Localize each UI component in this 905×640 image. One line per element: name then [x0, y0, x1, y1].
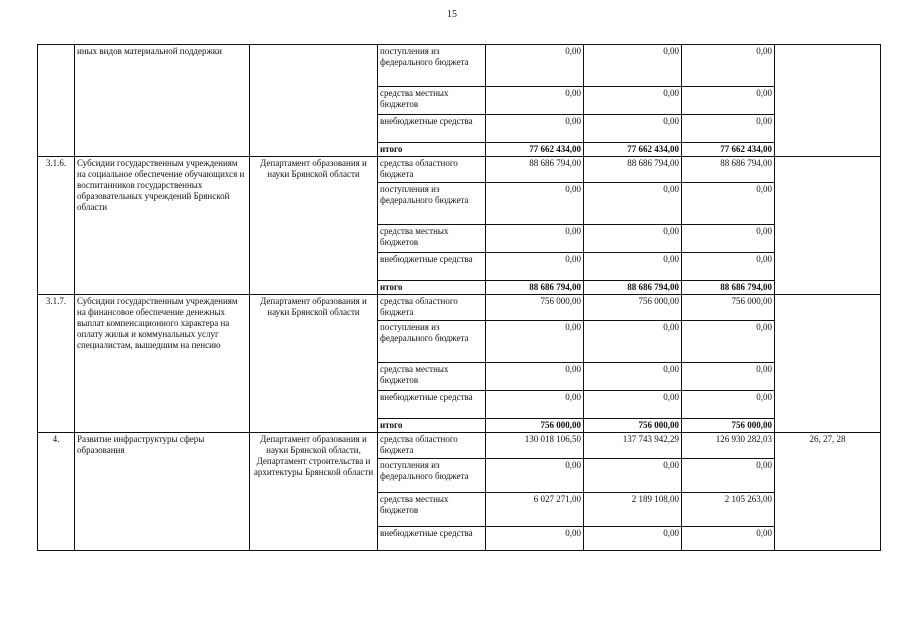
amount-year-3: 0,00	[682, 459, 775, 493]
amount-year-2: 0,00	[584, 527, 682, 551]
funding-source-cell: внебюджетные средства	[378, 115, 486, 143]
indicator-refs-cell	[775, 157, 881, 295]
table-row	[38, 157, 881, 183]
amount-year-1: 77 662 434,00	[486, 143, 584, 157]
executor-cell: Департамент образования и науки Брянской области	[250, 295, 378, 433]
amount-year-1: 0,00	[486, 253, 584, 281]
amount-year-1: 0,00	[486, 363, 584, 391]
item-name: Субсидии государственным учреждениям на финансовое обеспечение денежных выплат компенсационного характера на оплату жилья и коммунальных услуг специалистам, вышедшим на пенсию	[75, 295, 250, 433]
funding-source-cell: итого	[378, 419, 486, 433]
funding-source-cell: внебюджетные средства	[378, 253, 486, 281]
amount-year-3: 0,00	[682, 45, 775, 87]
amount-year-2: 0,00	[584, 225, 682, 253]
indicator-refs-cell	[775, 45, 881, 157]
amount-year-1: 88 686 794,00	[486, 157, 584, 183]
item-number: 4.	[38, 433, 75, 551]
funding-source-cell: средства местных бюджетов	[378, 225, 486, 253]
funding-source-cell: средства местных бюджетов	[378, 87, 486, 115]
amount-year-3: 88 686 794,00	[682, 157, 775, 183]
amount-year-3: 126 930 282,03	[682, 433, 775, 459]
amount-year-1: 0,00	[486, 391, 584, 419]
page-number: 15	[447, 9, 457, 20]
amount-year-3: 2 105 263,00	[682, 493, 775, 527]
amount-year-3: 0,00	[682, 253, 775, 281]
amount-year-2: 88 686 794,00	[584, 157, 682, 183]
table-row	[38, 295, 881, 321]
amount-year-1: 6 027 271,00	[486, 493, 584, 527]
funding-source-cell: поступления из федерального бюджета	[378, 45, 486, 87]
item-number: 3.1.7.	[38, 295, 75, 433]
funding-source-cell: внебюджетные средства	[378, 527, 486, 551]
amount-year-3: 77 662 434,00	[682, 143, 775, 157]
budget-table	[37, 44, 881, 551]
amount-year-2: 137 743 942,29	[584, 433, 682, 459]
amount-year-2: 0,00	[584, 183, 682, 225]
amount-year-3: 756 000,00	[682, 295, 775, 321]
amount-year-2: 0,00	[584, 115, 682, 143]
amount-year-3: 0,00	[682, 183, 775, 225]
indicator-refs-cell	[775, 295, 881, 433]
amount-year-3: 0,00	[682, 527, 775, 551]
amount-year-1: 130 018 106,50	[486, 433, 584, 459]
amount-year-1: 88 686 794,00	[486, 281, 584, 295]
amount-year-1: 756 000,00	[486, 419, 584, 433]
amount-year-1: 0,00	[486, 115, 584, 143]
table-row	[38, 45, 881, 87]
amount-year-2: 756 000,00	[584, 295, 682, 321]
funding-source-cell: поступления из федерального бюджета	[378, 183, 486, 225]
amount-year-3: 0,00	[682, 115, 775, 143]
amount-year-3: 88 686 794,00	[682, 281, 775, 295]
item-name: Субсидии государственным учреждениям на социальное обеспечение обучающихся и воспитанников государственных образовательных учреждений Брянской области	[75, 157, 250, 295]
amount-year-1: 756 000,00	[486, 295, 584, 321]
amount-year-2: 2 189 108,00	[584, 493, 682, 527]
funding-source-cell: итого	[378, 143, 486, 157]
funding-source-cell: средства областного бюджета	[378, 157, 486, 183]
amount-year-1: 0,00	[486, 45, 584, 87]
executor-cell: Департамент образования и науки Брянской области, Департамент строительства и архитектуры Брянской области	[250, 433, 378, 551]
indicator-refs-cell: 26, 27, 28	[775, 433, 881, 551]
funding-source-cell: поступления из федерального бюджета	[378, 459, 486, 493]
amount-year-1: 0,00	[486, 527, 584, 551]
funding-source-cell: итого	[378, 281, 486, 295]
funding-source-cell: средства местных бюджетов	[378, 363, 486, 391]
amount-year-3: 0,00	[682, 225, 775, 253]
amount-year-2: 0,00	[584, 87, 682, 115]
funding-source-cell: средства областного бюджета	[378, 295, 486, 321]
amount-year-2: 0,00	[584, 45, 682, 87]
amount-year-2: 88 686 794,00	[584, 281, 682, 295]
item-number: 3.1.6.	[38, 157, 75, 295]
item-name: иных видов материальной поддержки	[75, 45, 250, 157]
funding-source-cell: поступления из федерального бюджета	[378, 321, 486, 363]
table-row	[38, 433, 881, 459]
item-name: Развитие инфраструктуры сферы образования	[75, 433, 250, 551]
amount-year-1: 0,00	[486, 225, 584, 253]
amount-year-1: 0,00	[486, 87, 584, 115]
amount-year-3: 0,00	[682, 363, 775, 391]
amount-year-2: 0,00	[584, 459, 682, 493]
amount-year-3: 756 000,00	[682, 419, 775, 433]
amount-year-2: 0,00	[584, 321, 682, 363]
executor-cell: Департамент образования и науки Брянской области	[250, 157, 378, 295]
amount-year-3: 0,00	[682, 87, 775, 115]
amount-year-2: 0,00	[584, 363, 682, 391]
funding-source-cell: внебюджетные средства	[378, 391, 486, 419]
funding-source-cell: средства областного бюджета	[378, 433, 486, 459]
item-number	[38, 45, 75, 157]
amount-year-1: 0,00	[486, 459, 584, 493]
amount-year-3: 0,00	[682, 391, 775, 419]
amount-year-1: 0,00	[486, 321, 584, 363]
funding-source-cell: средства местных бюджетов	[378, 493, 486, 527]
amount-year-2: 0,00	[584, 253, 682, 281]
amount-year-2: 0,00	[584, 391, 682, 419]
amount-year-2: 77 662 434,00	[584, 143, 682, 157]
amount-year-3: 0,00	[682, 321, 775, 363]
amount-year-2: 756 000,00	[584, 419, 682, 433]
executor-cell	[250, 45, 378, 157]
amount-year-1: 0,00	[486, 183, 584, 225]
